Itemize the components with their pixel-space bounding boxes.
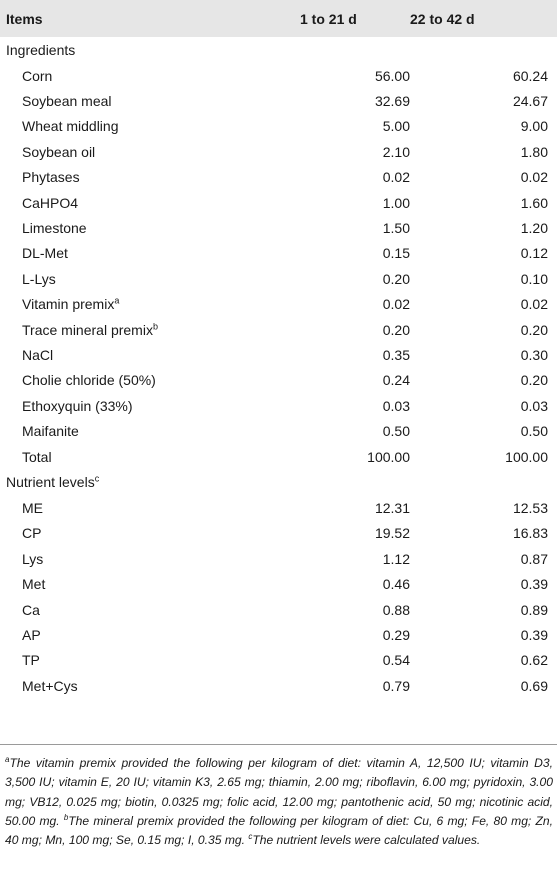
row-item-name xyxy=(0,317,252,342)
row-item-name xyxy=(0,266,252,291)
row-value-period-2: 1.20 xyxy=(520,220,548,237)
table-row xyxy=(0,571,557,596)
table-row xyxy=(0,241,557,266)
footnote-text: The vitamin premix provided the following per kilogram of diet: vitamin A, 12,500 IU; vitamin D3, 3,500 IU; vitamin E, 20 IU; vitamin K3, 2.65 mg; thiamin, 2.00 mg; riboflavin, 6.00 mg; pyridoxin, 3.00 mg; VB12, 0.025 mg; biotin, 0.0325 mg; folic acid, 12.00 mg; pantothenic acid, 50 mg; nicotinic acid, 50.00 mg. xyxy=(5,756,553,828)
row-item-name xyxy=(0,342,252,367)
row-value-period-1: 0.50 xyxy=(382,423,410,440)
table-row xyxy=(0,546,557,571)
item-name-text: Soybean meal xyxy=(22,93,112,110)
row-value-period-1: 56.00 xyxy=(374,67,410,84)
row-item-name xyxy=(0,444,252,469)
row-value-period-1: 0.02 xyxy=(382,169,410,186)
table-body xyxy=(0,37,557,698)
row-value-period-1: 5.00 xyxy=(382,118,410,135)
bottom-rule xyxy=(0,744,557,745)
footnote-marker: b xyxy=(152,320,158,331)
row-value-period-2: 0.69 xyxy=(520,677,548,694)
header-period-1: 1 to 21 d xyxy=(300,10,357,27)
row-item-name xyxy=(0,571,252,596)
section-label-text: Nutrient levels xyxy=(6,474,95,491)
item-name-text: ME xyxy=(22,499,43,516)
header-period-2: 22 to 42 d xyxy=(410,10,475,27)
row-value-period-1: 2.10 xyxy=(382,143,410,160)
table-row xyxy=(0,139,557,164)
row-value-period-2: 0.39 xyxy=(520,576,548,593)
row-item-name xyxy=(0,215,252,240)
header-items: Items xyxy=(6,10,43,27)
row-value-period-1: 0.15 xyxy=(382,245,410,262)
row-value-period-2: 1.80 xyxy=(520,143,548,160)
item-name-text: Cholie chloride (50%) xyxy=(22,372,156,389)
row-value-period-2: 0.02 xyxy=(520,169,548,186)
item-name-text: TP xyxy=(22,652,40,669)
row-value-period-1: 0.54 xyxy=(382,652,410,669)
footnote-text: The mineral premix provided the following per kilogram of diet: Cu, 6 mg; Fe, 80 mg; Zn, 40 mg; Mn, 100 mg; Se, 0.15 mg; I, 0.35 mg. xyxy=(5,813,553,848)
row-item-name xyxy=(0,546,252,571)
table-row xyxy=(0,114,557,139)
footnote-marker: c xyxy=(248,832,253,842)
row-value-period-2: 1.60 xyxy=(520,194,548,211)
table-row xyxy=(0,648,557,673)
row-item-name xyxy=(0,597,252,622)
item-name-text: Phytases xyxy=(22,169,80,186)
row-item-name xyxy=(0,165,252,190)
item-name-text: Met xyxy=(22,576,46,593)
item-name-text: Corn xyxy=(22,67,53,84)
item-name-text: AP xyxy=(22,626,41,643)
item-name-text: NaCl xyxy=(22,346,54,363)
footnote-marker: a xyxy=(114,295,120,306)
footnote-marker: b xyxy=(63,812,69,822)
row-item-name xyxy=(0,495,252,520)
table-row xyxy=(0,495,557,520)
row-value-period-1: 32.69 xyxy=(374,93,410,110)
row-value-period-1: 1.50 xyxy=(382,220,410,237)
item-name-text: Trace mineral premix xyxy=(22,321,153,338)
row-value-period-1: 0.88 xyxy=(382,601,410,618)
row-value-period-1: 100.00 xyxy=(367,448,410,465)
row-value-period-1: 12.31 xyxy=(374,499,410,516)
table-header xyxy=(0,0,557,37)
item-name-text: L-Lys xyxy=(22,270,56,287)
row-value-period-1: 0.03 xyxy=(382,397,410,414)
header-row xyxy=(0,0,557,37)
section-header-row xyxy=(0,37,557,63)
row-value-period-2: 0.62 xyxy=(520,652,548,669)
item-name-text: DL-Met xyxy=(22,245,68,262)
row-item-name xyxy=(0,521,252,546)
row-value-period-2: 100.00 xyxy=(505,448,548,465)
table-row xyxy=(0,393,557,418)
table-row xyxy=(0,190,557,215)
row-value-period-2: 0.03 xyxy=(520,397,548,414)
table-row xyxy=(0,368,557,393)
row-value-period-1: 1.00 xyxy=(382,194,410,211)
footnote-text: The nutrient levels were calculated values. xyxy=(252,833,481,848)
row-item-name xyxy=(0,393,252,418)
row-item-name xyxy=(0,88,252,113)
row-item-name xyxy=(0,114,252,139)
table-row xyxy=(0,165,557,190)
row-value-period-1: 19.52 xyxy=(374,525,410,542)
table-row xyxy=(0,292,557,317)
row-value-period-2: 9.00 xyxy=(520,118,548,135)
row-item-name xyxy=(0,292,252,317)
row-value-period-1: 1.12 xyxy=(382,550,410,567)
row-value-period-1: 0.20 xyxy=(382,321,410,338)
row-item-name xyxy=(0,139,252,164)
item-name-text: CaHPO4 xyxy=(22,194,79,211)
table-row xyxy=(0,521,557,546)
row-value-period-1: 0.29 xyxy=(382,626,410,643)
row-item-name xyxy=(0,673,252,698)
row-value-period-2: 12.53 xyxy=(512,499,548,516)
row-value-period-2: 0.39 xyxy=(520,626,548,643)
table-row xyxy=(0,342,557,367)
row-value-period-1: 0.02 xyxy=(382,296,410,313)
table-footnotes xyxy=(5,754,553,850)
row-value-period-1: 0.79 xyxy=(382,677,410,694)
row-value-period-2: 0.50 xyxy=(520,423,548,440)
footnote-marker: a xyxy=(5,754,10,764)
row-item-name xyxy=(0,63,252,88)
row-value-period-2: 0.30 xyxy=(520,346,548,363)
row-value-period-1: 0.35 xyxy=(382,346,410,363)
table-row xyxy=(0,215,557,240)
table-row xyxy=(0,418,557,443)
table-row xyxy=(0,63,557,88)
table-row xyxy=(0,673,557,698)
footnote-marker: c xyxy=(94,473,100,484)
item-name-text: Ca xyxy=(22,601,40,618)
item-name-text: Soybean oil xyxy=(22,143,96,160)
section-header-row xyxy=(0,469,557,495)
row-item-name xyxy=(0,241,252,266)
section-label xyxy=(0,469,557,495)
item-name-text: Limestone xyxy=(22,220,87,237)
item-name-text: Met+Cys xyxy=(22,677,78,694)
row-value-period-2: 0.87 xyxy=(520,550,548,567)
row-item-name xyxy=(0,622,252,647)
item-name-text: Total xyxy=(22,448,52,465)
row-value-period-2: 60.24 xyxy=(512,67,548,84)
table-row xyxy=(0,444,557,469)
item-name-text: Wheat middling xyxy=(22,118,119,135)
row-value-period-2: 0.20 xyxy=(520,321,548,338)
item-name-text: Lys xyxy=(22,550,44,567)
item-name-text: Vitamin premix xyxy=(22,296,115,313)
row-item-name xyxy=(0,648,252,673)
row-value-period-2: 0.20 xyxy=(520,372,548,389)
row-value-period-1: 0.24 xyxy=(382,372,410,389)
row-item-name xyxy=(0,368,252,393)
table-row xyxy=(0,597,557,622)
table-row xyxy=(0,317,557,342)
row-value-period-2: 16.83 xyxy=(512,525,548,542)
row-value-period-2: 0.10 xyxy=(520,270,548,287)
row-item-name xyxy=(0,418,252,443)
row-value-period-1: 0.46 xyxy=(382,576,410,593)
table-row xyxy=(0,266,557,291)
row-value-period-2: 24.67 xyxy=(512,93,548,110)
item-name-text: CP xyxy=(22,525,42,542)
row-value-period-1: 0.20 xyxy=(382,270,410,287)
table-row xyxy=(0,88,557,113)
row-value-period-2: 0.12 xyxy=(520,245,548,262)
row-item-name xyxy=(0,190,252,215)
section-label xyxy=(0,37,557,63)
row-value-period-2: 0.89 xyxy=(520,601,548,618)
section-label-text: Ingredients xyxy=(6,42,76,58)
table-row xyxy=(0,622,557,647)
row-value-period-2: 0.02 xyxy=(520,296,548,313)
item-name-text: Ethoxyquin (33%) xyxy=(22,397,133,414)
item-name-text: Maifanite xyxy=(22,423,79,440)
